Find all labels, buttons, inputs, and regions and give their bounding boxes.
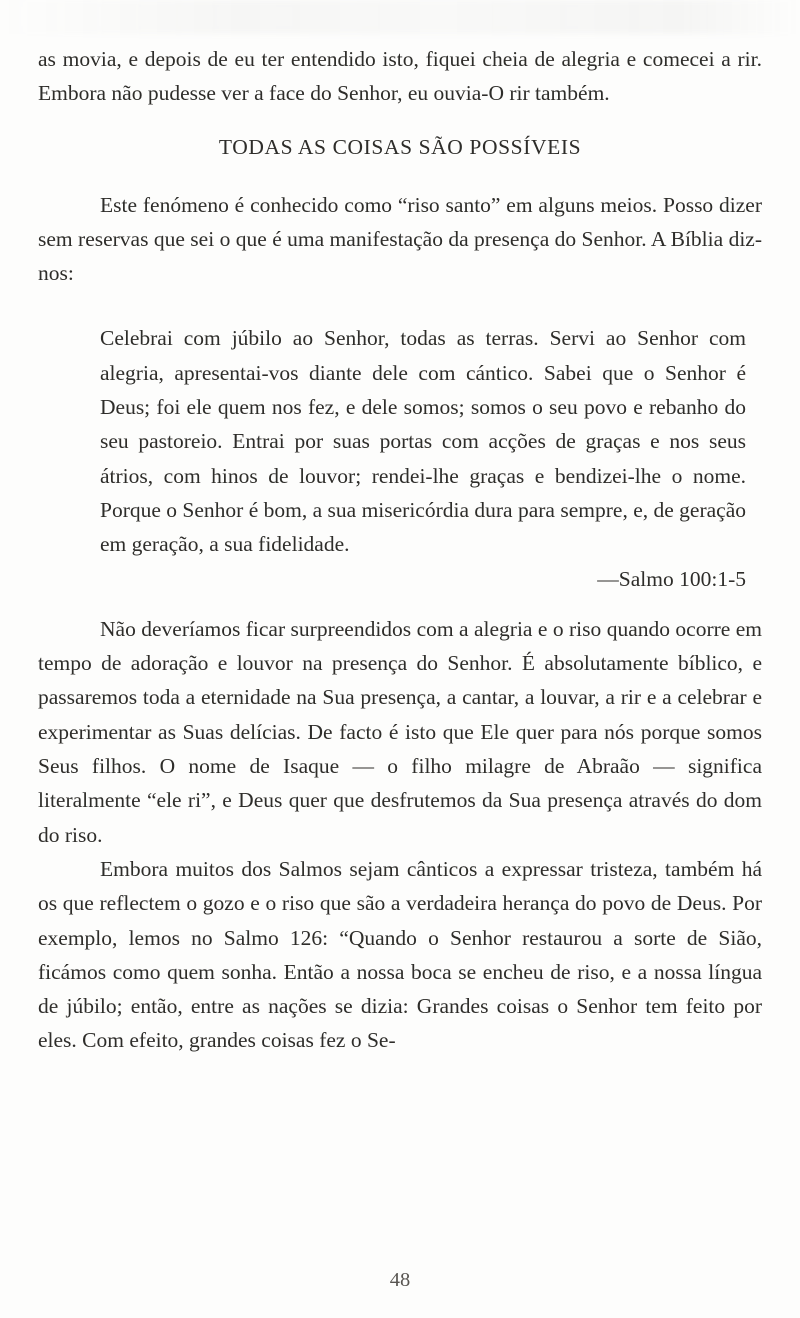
scan-noise-band: [0, 0, 800, 34]
body-paragraph: Não deveríamos ficar surpreendidos com a alegria e o riso quando ocorre em tempo de adoração e louvor na presença do Senhor. É absolutamente bíblico, e passaremos toda a eternidade na Sua presença, a cantar, a louvar, a rir e a celebrar e experimentar as Suas delícias. De facto é isto que Ele quer para nós porque somos Seus filhos. O nome de Isaque — o filho milagre de Abraão — significa literalmente “ele ri”, e Deus quer que desfrutemos da Sua presença através do dom do riso.: [38, 616, 762, 847]
section-heading: TODAS AS COISAS SÃO POSSÍVEIS: [218, 134, 582, 159]
scripture-blockquote: [100, 321, 762, 595]
page-number: 48: [389, 1269, 411, 1291]
scripture-quote-attribution: —Salmo 100:1-5: [597, 566, 746, 591]
page-content: [38, 42, 762, 1058]
body-paragraph: Embora muitos dos Salmos sejam cânticos a expressar tristeza, também há os que reflectem o gozo e o riso que são a verdadeira herança do povo de Deus. Por exemplo, lemos no Salmo 126: “Quando o Senhor restaurou a sorte de Sião, ficámos como quem sonha. Então a nossa boca se encheu de riso, e a nossa língua de júbilo; então, entre as nações se dizia: Grandes coisas o Senhor tem feito por eles. Com efeito, grandes coisas fez o Se-: [38, 856, 762, 1053]
opening-paragraph: as movia, e depois de eu ter entendido isto, fiquei cheia de alegria e comecei a rir. Embora não pudesse ver a face do Senhor, eu ouvia-O rir também.: [38, 47, 762, 106]
intro-paragraph: Este fenómeno é conhecido como “riso santo” em alguns meios. Posso dizer sem reservas que sei o que é uma manifestação da presença do Senhor. A Bíblia diz-nos:: [38, 192, 762, 286]
scripture-quote-text: Celebrai com júbilo ao Senhor, todas as terras. Servi ao Senhor com alegria, apresentai-vos diante dele com cántico. Sabei que o Senhor é Deus; foi ele quem nos fez, e dele somos; somos o seu povo e rebanho do seu pastoreio. Entrai por suas portas com acções de graças e nos seus átrios, com hinos de louvor; rendei-lhe graças e bendizei-lhe o nome. Porque o Senhor é bom, a sua misericórdia dura para sempre, e, de geração em geração, a sua fidelidade.: [100, 326, 746, 557]
